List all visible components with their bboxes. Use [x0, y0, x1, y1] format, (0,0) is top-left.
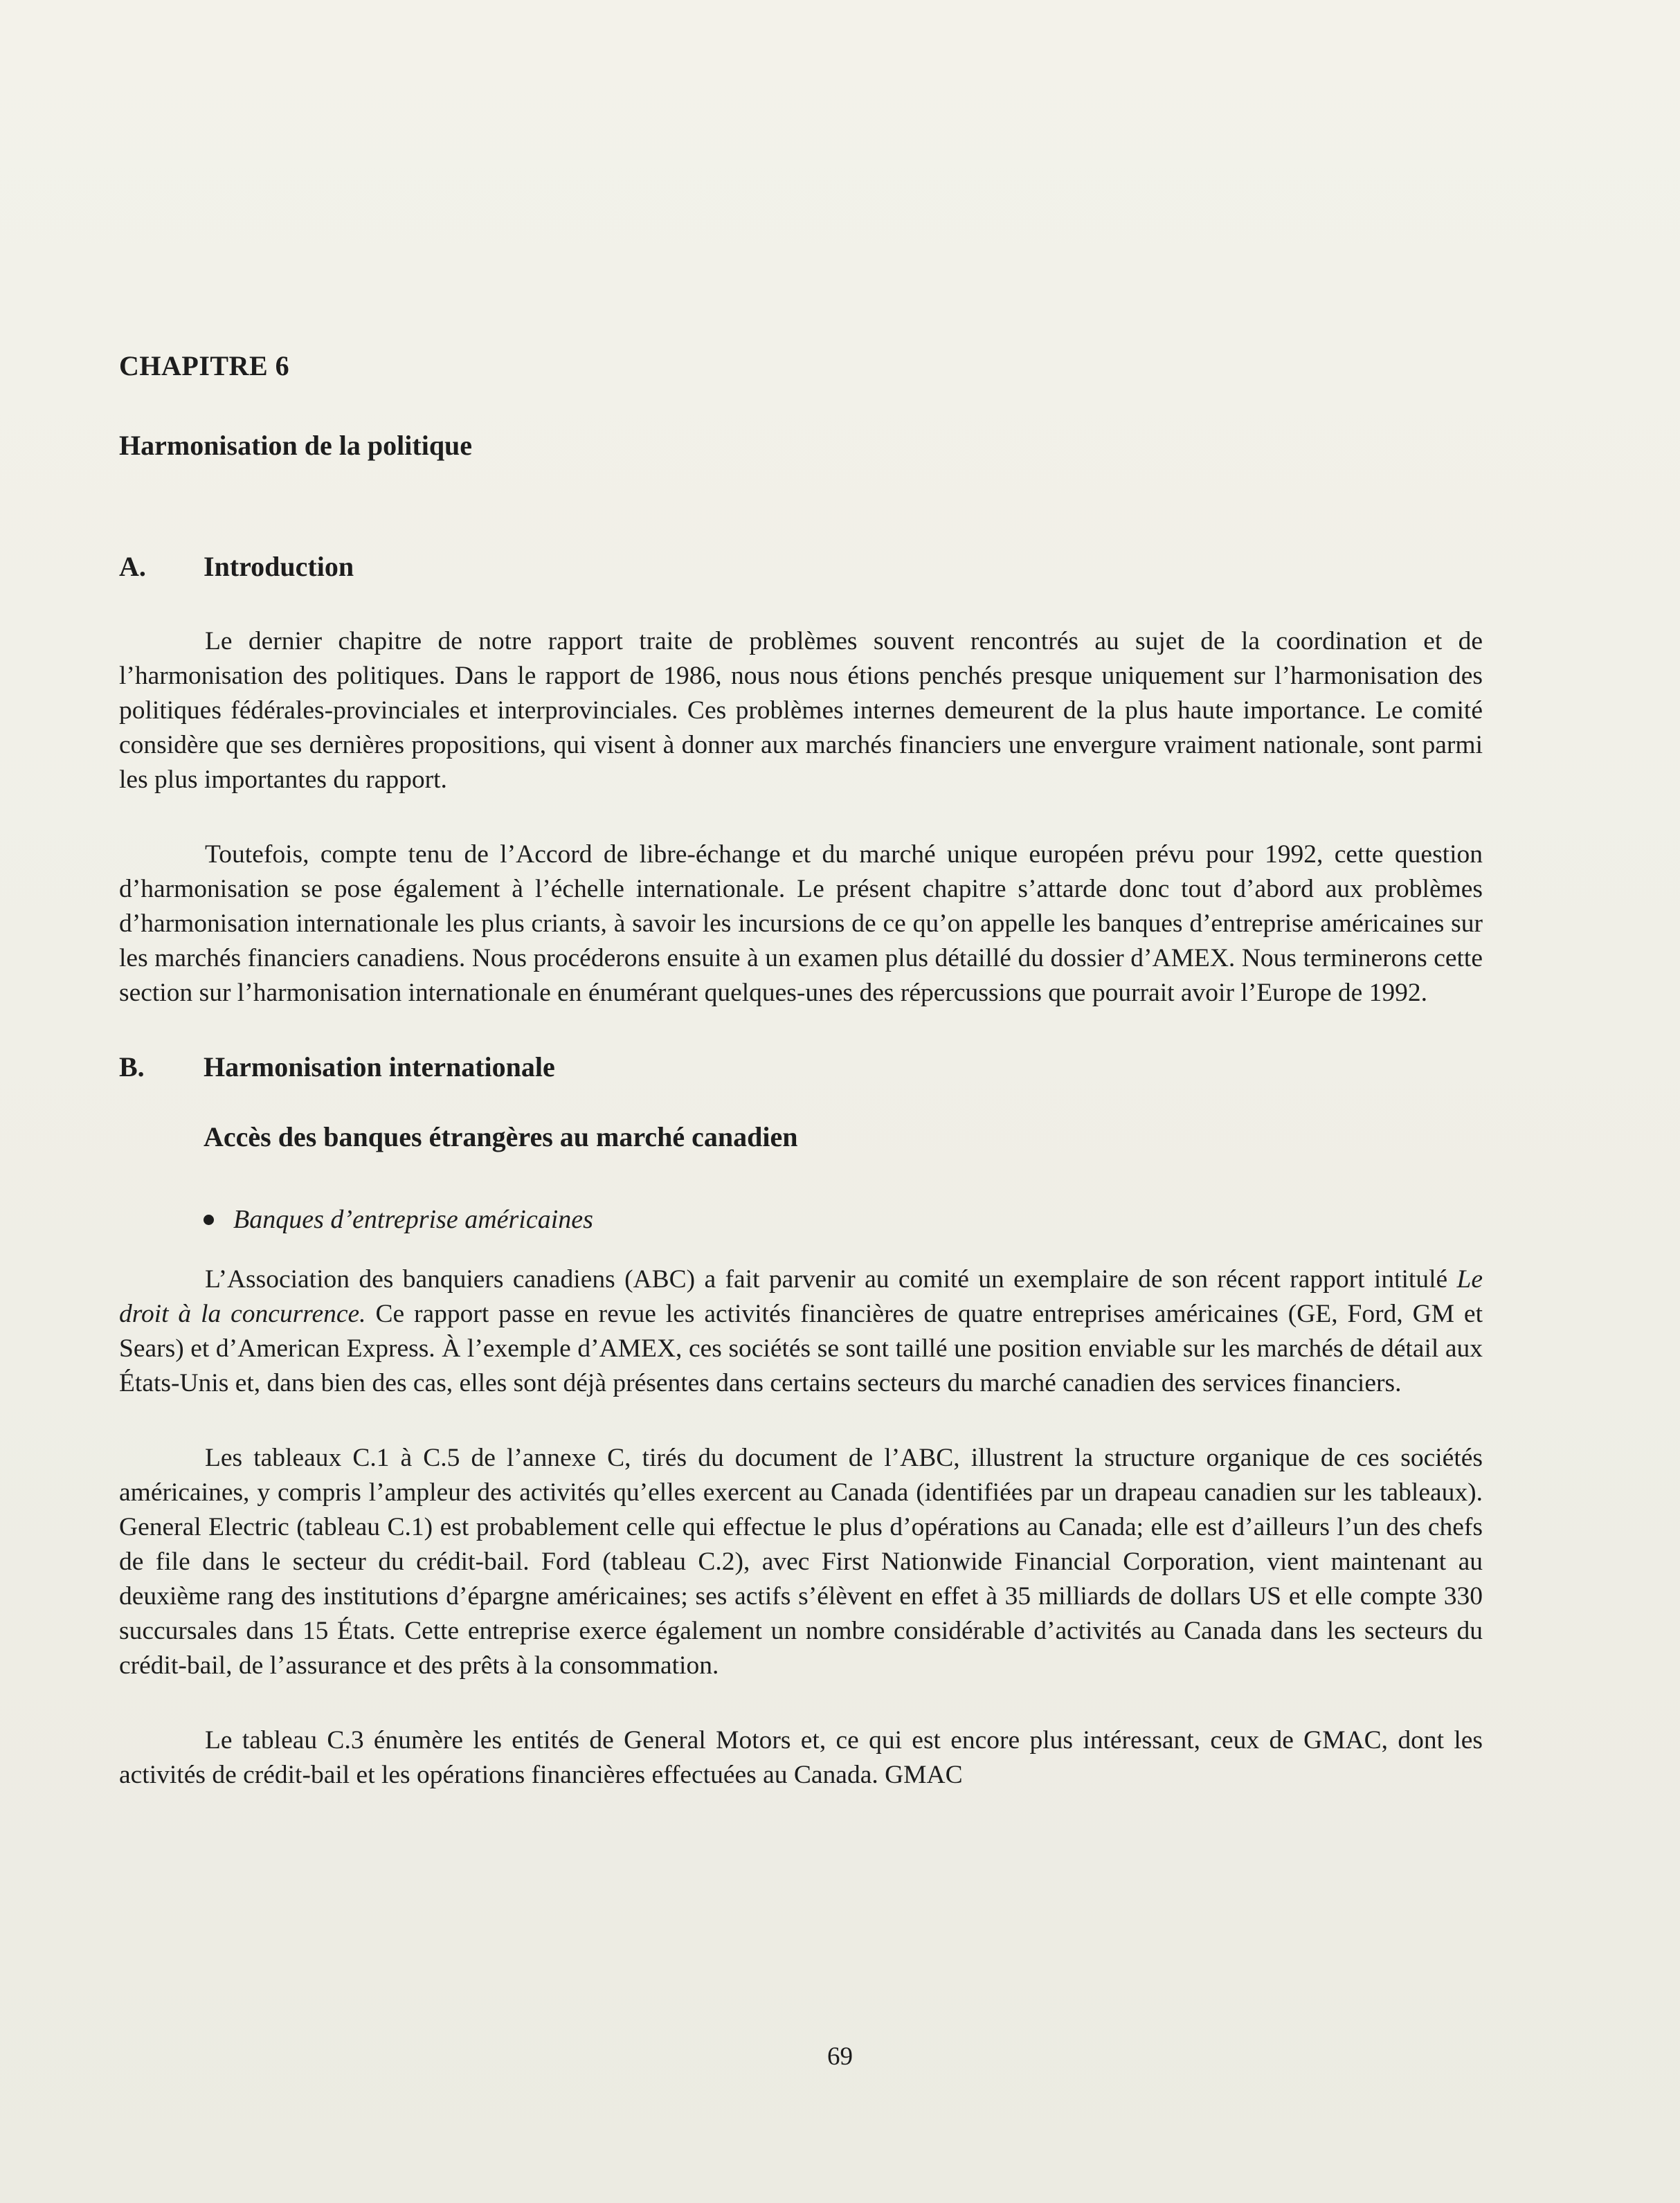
paragraph: Les tableaux C.1 à C.5 de l’annexe C, tirés du document de l’ABC, illustrent la structure organique de ces sociétés américaines, y compris l’ampleur des activités qu’elles exercent au Canada (identifiées par un drapeau canadien sur les tableaux). General Electric (tableau C.1) est probablement celle qui effectue le plus d’opérations au Canada; elle est d’ailleurs l’un des chefs de file dans le secteur du crédit-bail. Ford (tableau C.2), avec First Nationwide Financial Corporation, vient maintenant au deuxième rang des institutions d’épargne américaines; ses actifs s’élèvent en effet à 35 milliards de dollars US et elle compte 330 succursales dans 15 États. Cette entreprise exerce également un nombre considérable d’activités au Canada dans les secteurs du crédit-bail, de l’assurance et des prêts à la consommation. [119, 1444, 1483, 1680]
bullet-heading [204, 1204, 1483, 1235]
bullet-icon [204, 1215, 214, 1225]
page-body [119, 350, 1483, 1833]
bullet-title: Banques d’entreprise américaines [233, 1205, 593, 1234]
paragraph: Le tableau C.3 énumère les entités de General Motors et, ce qui est encore plus intéressant, ceux de GMAC, dont les activités de crédit-bail et les opérations financières effectuées au Canada. GMAC [119, 1726, 1483, 1789]
section-b-heading [119, 1051, 1483, 1083]
paragraph: Toutefois, compte tenu de l’Accord de libre-échange et du marché unique européen prévu pour 1992, cette question d’harmonisation se pose également à l’échelle internationale. Le présent chapitre s’attarde donc tout d’abord aux problèmes d’harmonisation internationale les plus criants, à savoir les incursions de ce qu’on appelle les banques d’entreprise américaines sur les marchés financiers canadiens. Nous procéderons ensuite à un examen plus détaillé du dossier d’AMEX. Nous terminerons cette section sur l’harmonisation internationale en énumérant quelques-unes des répercussions que pourrait avoir l’Europe de 1992. [119, 840, 1483, 1007]
section-b-letter: B. [119, 1051, 145, 1082]
paragraph-text: L’Association des banquiers canadiens (ABC) a fait parvenir au comité un exemplaire de son récent rapport intitulé [205, 1265, 1457, 1294]
section-a-title: Introduction [204, 551, 354, 582]
chapter-label: CHAPITRE 6 [119, 350, 290, 381]
subsection-title: Accès des banques étrangères au marché canadien [204, 1121, 798, 1152]
paragraph-text: Ce rapport passe en revue les activités financières de quatre entreprises américaines (GE, Ford, GM et Sears) et d’American Express. À l’exemple d’AMEX, ces sociétés se sont taillé une position enviable sur les marchés de détail aux États-Unis et, dans bien des cas, elles sont déjà présentes dans certains secteurs du marché canadien des services financiers. [119, 1300, 1483, 1397]
section-b-title: Harmonisation internationale [204, 1051, 555, 1082]
chapter-title: Harmonisation de la politique [119, 430, 473, 461]
report-title: Le droit à la concurrence. [119, 1265, 1483, 1328]
paragraph [119, 1262, 1483, 1401]
paragraph: Le dernier chapitre de notre rapport traite de problèmes souvent rencontrés au sujet de la coordination et de l’harmonisation des politiques. Dans le rapport de 1986, nous nous étions penchés presque uniquement sur l’harmonisation des politiques fédérales-provinciales et interprovinciales. Ces problèmes internes demeurent de la plus haute importance. Le comité considère que ses dernières propositions, qui visent à donner aux marchés financiers une envergure vraiment nationale, sont parmi les plus importantes du rapport. [119, 627, 1483, 794]
section-a-heading [119, 550, 1483, 583]
page-number: 69 [827, 2042, 853, 2071]
section-a-letter: A. [119, 551, 146, 582]
